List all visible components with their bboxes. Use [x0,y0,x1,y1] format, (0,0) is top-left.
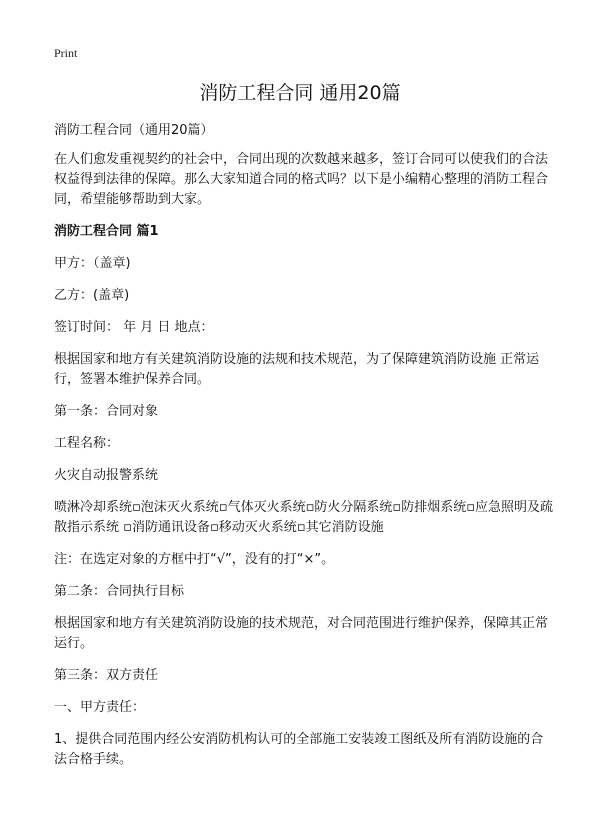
document-body [54,121,554,770]
selection-note: 注：在选定对象的方框中打“√”，没有的打“×”。 [54,552,335,567]
systems-list: 喷淋冷却系统▫泡沫灭火系统▫气体灭火系统▫防火分隔系统▫防排烟系统▫应急照明及疏散指示系统 ▫消防通讯设备▫移动灭火系统▫其它消防设施 [54,500,554,535]
intro-paragraph: 在人们愈发重视契约的社会中，合同出现的次数越来越多，签订合同可以使我们的合法权益得到法律的保障。那么大家知道合同的格式吗？以下是小编精心整理的消防工程合同，希望能够帮助到大家。 [54,152,549,207]
party-a-duty-title: 一、甲方责任： [54,700,146,715]
article-3-title: 第三条：双方责任 [54,668,159,683]
document-title: 消防工程合同 通用20篇 [199,82,401,104]
alarm-system-item: 火灾自动报警系统 [54,468,159,483]
party-b-line: 乙方：(盖章) [54,288,130,303]
preamble-paragraph: 根据国家和地方有关建筑消防设施的法规和技术规范，为了保障建筑消防设施 正常运行，签署本维护保养合同。 [54,352,540,387]
article-1-title: 第一条：合同对象 [54,404,159,419]
article-2-body: 根据国家和地方有关建筑消防设施的技术规范，对合同范围进行维护保养，保障其正常运行。 [54,616,549,651]
section-heading: 消防工程合同 篇1 [54,224,159,239]
party-a-line: 甲方：（盖章) [54,256,131,271]
document-subtitle: 消防工程合同（通用20篇） [54,123,214,138]
article-2-title: 第二条：合同执行目标 [54,584,185,599]
sign-info-line: 签订时间： 年 月 日 地点： [54,320,214,335]
duty-item-1: 1、提供合同范围内经公安消防机构认可的全部施工安装竣工图纸及所有消防设施的合法合格手续。 [54,732,544,767]
project-name-label: 工程名称： [54,436,120,451]
print-link[interactable]: Print [54,46,78,60]
